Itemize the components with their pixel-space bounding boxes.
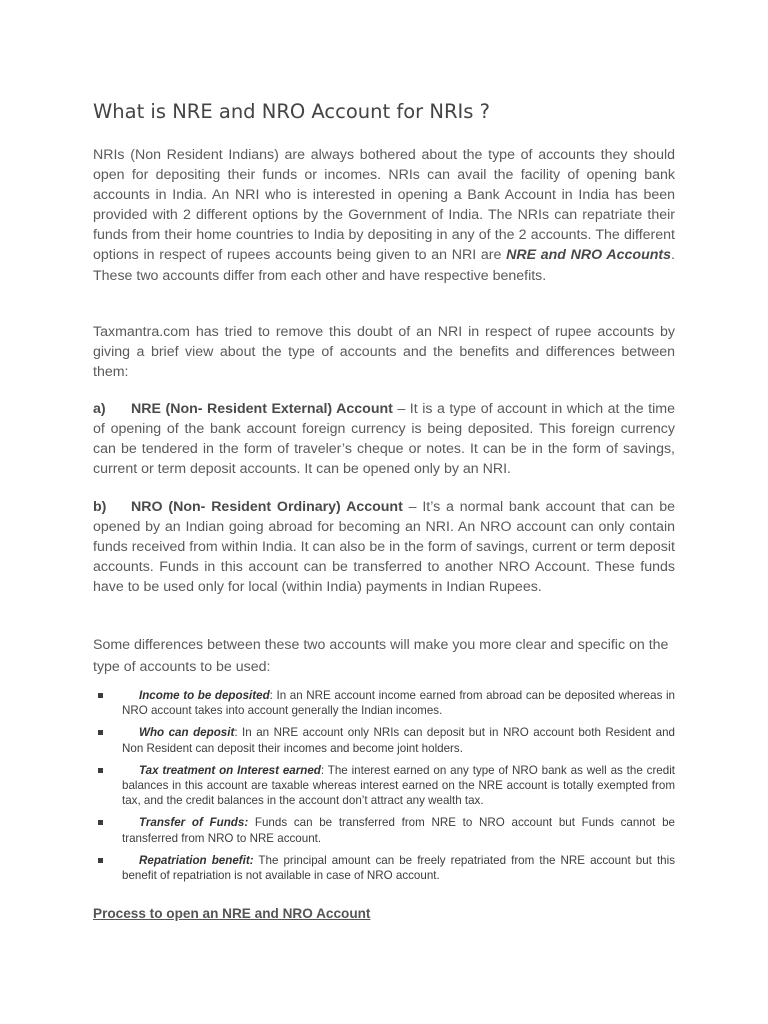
nro-paragraph bbox=[93, 497, 675, 597]
nre-marker: a) bbox=[93, 401, 106, 417]
difference-term: Who can deposit bbox=[139, 726, 235, 740]
intro-text-after: . These two accounts differ from each other and have respective benefits. bbox=[93, 247, 675, 284]
taxmantra-paragraph: Taxmantra.com has tried to remove this doubt of an NRI in respect of rupee accounts by giving a brief view about the type of accounts and the benefits and differences between them: bbox=[93, 324, 675, 381]
difference-term: Transfer of Funds: bbox=[139, 816, 249, 830]
bullet-square-icon bbox=[98, 693, 103, 698]
nre-paragraph bbox=[93, 399, 675, 479]
difference-text: : The interest earned on any type of NRO bank as well as the credit balances in this account are taxable whereas interest earned on the NRE account is totally exempted from tax, and the credit balances in the account don’t attract any wealth tax. bbox=[122, 763, 675, 808]
differences-intro: Some differences between these two accounts will make you more clear and specific on the type of accounts to be used: bbox=[93, 637, 669, 675]
difference-text: Funds can be transferred from NRE to NRO account but Funds cannot be transferred from NRO to NRE account. bbox=[122, 816, 675, 845]
nro-marker: b) bbox=[93, 499, 107, 515]
bullet-square-icon bbox=[98, 730, 103, 735]
intro-text-before: NRIs (Non Resident Indians) are always bothered about the type of accounts they should open for depositing their funds or incomes. NRIs can avail the facility of opening bank accounts in India. An NRI who is interested in opening a Bank Account in India has been provided with 2 different options by the Government of India. The NRIs can repatriate their funds from their home countries to India by depositing in any of the 2 accounts. The different options in respect of rupees accounts being given to an NRI are bbox=[93, 147, 675, 264]
difference-text: : In an NRE account income earned from abroad can be deposited whereas in NRO account takes into account generally the Indian incomes. bbox=[122, 689, 675, 718]
intro-paragraph bbox=[93, 145, 675, 286]
bullet-square-icon bbox=[98, 820, 103, 825]
list-item bbox=[93, 763, 675, 809]
differences-list bbox=[93, 688, 675, 890]
list-item bbox=[93, 815, 675, 845]
process-heading: Process to open an NRE and NRO Account bbox=[93, 906, 371, 921]
intro-emphasis: NRE and NRO Accounts bbox=[506, 247, 672, 264]
difference-term: Income to be deposited bbox=[139, 689, 270, 702]
nre-text: – It is a type of account in which at the time of opening of the bank account foreign currency is being deposited. This foreign currency can be tendered in the form of traveler’s cheque or notes. It can be in the form of savings, current or term deposit accounts. It can be opened only by an NRI. bbox=[93, 401, 675, 478]
page-title: What is NRE and NRO Account for NRIs ? bbox=[93, 100, 490, 123]
bullet-square-icon bbox=[98, 768, 103, 773]
difference-term: Repatriation benefit: bbox=[139, 853, 254, 867]
nre-term: NRE (Non- Resident External) Account bbox=[131, 401, 393, 417]
list-item bbox=[93, 853, 675, 883]
bullet-square-icon bbox=[98, 858, 103, 863]
difference-text: : In an NRE account only NRIs can deposit but in NRO account both Resident and Non Resident can deposit their incomes and become joint holders. bbox=[122, 726, 675, 755]
nro-text: – It’s a normal bank account that can be opened by an Indian going abroad for becoming an NRI. An NRO account can only contain funds received from within India. It can also be in the form of savings, current or term deposit accounts. Funds in this account can be transferred to another NRO Account. These funds have to be used only for local (within India) payments in Indian Rupees. bbox=[93, 499, 675, 596]
difference-term: Tax treatment on Interest earned bbox=[139, 763, 321, 777]
list-item bbox=[93, 725, 675, 755]
list-item bbox=[93, 688, 675, 718]
difference-text: The principal amount can be freely repatriated from the NRE account but this benefit of repatriation is not available in case of NRO account. bbox=[122, 853, 675, 883]
nro-term: NRO (Non- Resident Ordinary) Account bbox=[131, 499, 403, 515]
